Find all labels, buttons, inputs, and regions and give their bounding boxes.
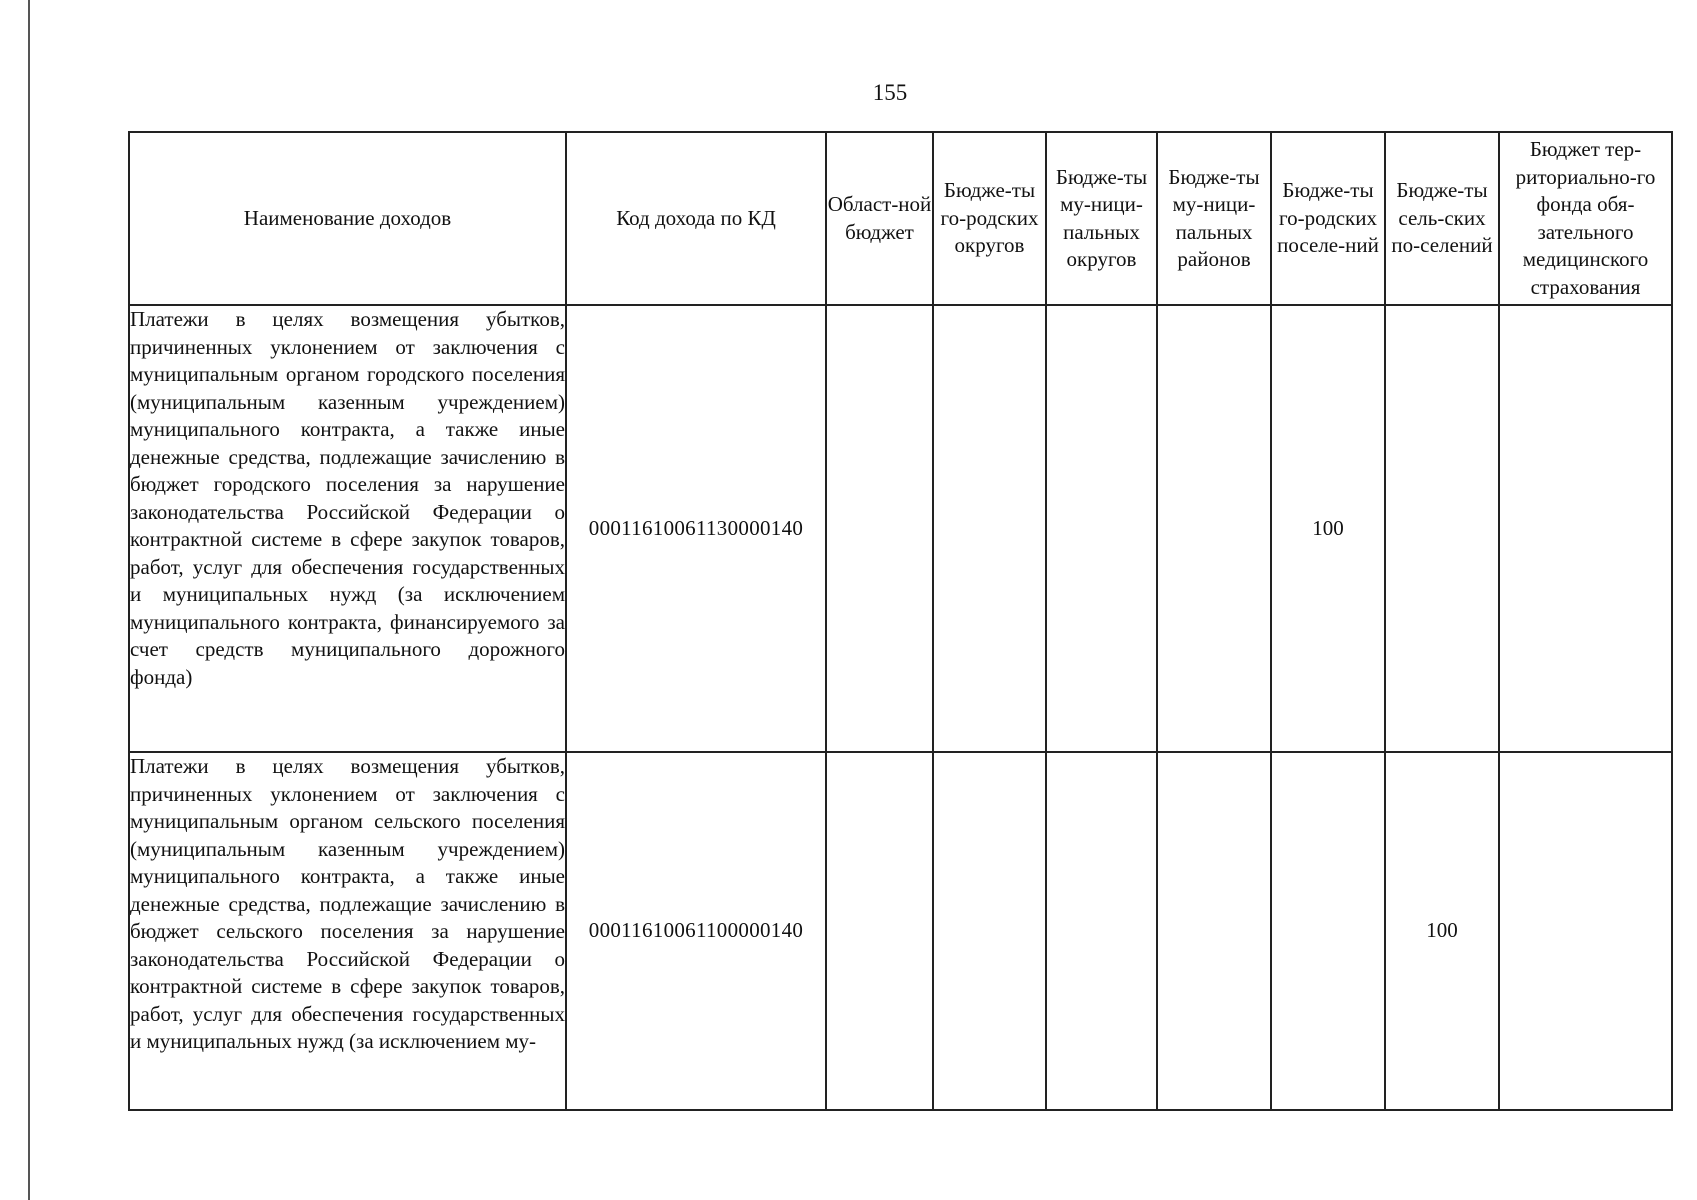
urban-settlements-value-cell: 100: [1271, 305, 1385, 752]
page-number: 155: [872, 80, 908, 105]
header-rural-settlements-text: Бюдже-ты сель-ских по-селений: [1391, 178, 1493, 258]
municipal-districts-value-cell: [1046, 752, 1157, 1110]
header-municipal-districts: [1046, 132, 1157, 305]
revenue-code-cell: 00011610061130000140: [566, 305, 826, 752]
header-revenue-name: Наименование доходов: [129, 132, 566, 305]
rural-settlements-value-cell: 100: [1385, 752, 1499, 1110]
revenue-name-text: Платежи в целях возмещения убытков, причиненных уклонением от заключения с муниципальным органом сельского поселения (муниципальным казенным учреждением) муниципального контракта, а также иные денежные средства, подлежащие зачислению в бюджет сельского поселения за нарушение законодательства Российской Федерации о контрактной системе в сфере закупок товаров, работ, услуг для обеспечения государственных и муниципальных нужд (за исключением му-: [130, 754, 565, 1053]
header-regional-budget: [826, 132, 933, 305]
header-rural-settlements: [1385, 132, 1499, 305]
header-city-districts: [933, 132, 1046, 305]
municipal-areas-value-cell: [1157, 305, 1271, 752]
table-row: [129, 752, 1672, 1110]
header-oms-fund-text: Бюджет тер-риториально-го фонда обя-зательного медицинского страхования: [1515, 137, 1656, 299]
header-oms-fund: [1499, 132, 1672, 305]
header-municipal-areas-text: Бюдже-ты му-ници-пальных районов: [1168, 164, 1260, 271]
revenue-name-cell: Платежи в целях возмещения убытков, причиненных уклонением от заключения с муниципальным органом городского поселения (муниципальным казенным учреждением) муниципального контракта, а также иные денежные средства, подлежащие зачислению в бюджет городского поселения за нарушение законодательства Российской Федерации о контрактной системе в сфере закупок товаров, работ, услуг для обеспечения государственных и муниципальных нужд (за исключением муниципального контракта, финансируемого за счет средств муниципального дорожного фонда): [129, 305, 566, 752]
municipal-districts-value-cell: [1046, 305, 1157, 752]
header-urban-settlements: [1271, 132, 1385, 305]
table-row: [129, 305, 1672, 752]
header-revenue-code: Код дохода по КД: [566, 132, 826, 305]
regional-value-cell: [826, 752, 933, 1110]
regional-value-cell: [826, 305, 933, 752]
revenue-code-cell: 00011610061100000140: [566, 752, 826, 1110]
header-city-districts-text: Бюдже-ты го-родских округов: [940, 178, 1039, 258]
header-municipal-areas: [1157, 132, 1271, 305]
header-urban-settlements-text: Бюдже-ты го-родских поселе-ний: [1277, 178, 1379, 258]
oms-fund-value-cell: [1499, 752, 1672, 1110]
revenue-name-cell: [129, 752, 566, 1110]
rural-settlements-value-cell: [1385, 305, 1499, 752]
table-header-row: [129, 132, 1672, 305]
revenue-table: [128, 131, 1673, 1111]
municipal-areas-value-cell: [1157, 752, 1271, 1110]
page-margin-line: [28, 0, 30, 1200]
header-regional-budget-text: Област-ной бюджет: [827, 192, 932, 244]
urban-settlements-value-cell: [1271, 752, 1385, 1110]
header-municipal-districts-text: Бюдже-ты му-ници-пальных округов: [1055, 164, 1148, 271]
oms-fund-value-cell: [1499, 305, 1672, 752]
city-districts-value-cell: [933, 752, 1046, 1110]
city-districts-value-cell: [933, 305, 1046, 752]
